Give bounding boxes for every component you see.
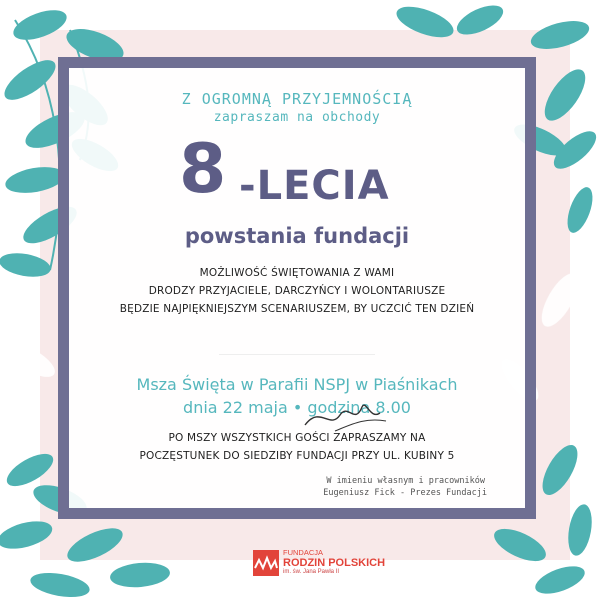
logo-line: FUNDACJA — [283, 548, 324, 557]
handwritten-signature — [300, 395, 390, 435]
signature-caption: W imieniu własnym i pracowników — [326, 476, 485, 486]
intro-line: Z OGROMNĄ PRZYJEMNOŚCIĄ — [181, 90, 413, 108]
date-time-line: dnia 22 maja • godzina 8.00 — [183, 398, 411, 417]
signature-name: Eugeniusz Fick - Prezes Fundacji — [323, 488, 487, 498]
anniversary-number: 8 — [179, 130, 227, 209]
divider — [219, 354, 375, 355]
anniversary-subtitle: powstania fundacji — [184, 224, 410, 248]
mass-line: Msza Święta w Parafii NSPJ w Piaśnikach — [136, 375, 458, 394]
message-line: DRODZY PRZYJACIELE, DARCZYŃCY I WOLONTARIUSZE — [148, 285, 446, 297]
logo-line: im. św. Jana Pawła II — [283, 569, 340, 575]
after-line: PO MSZY WSZYSTKICH GOŚCI ZAPRASZAMY NA — [168, 432, 426, 444]
anniversary-lecia: -LECIA — [239, 163, 390, 209]
logo-line: RODZIN POLSKICH — [283, 557, 386, 569]
message-line: BĘDZIE NAJPIĘKNIEJSZYM SCENARIUSZEM, BY UCZCIĆ TEN DZIEŃ — [119, 303, 475, 315]
invitation-card — [69, 68, 525, 508]
logo-text — [283, 548, 385, 575]
message-line: MOŻLIWOŚĆ ŚWIĘTOWANIA Z WAMI — [199, 267, 395, 279]
intro-subline: zapraszam na obchody — [213, 110, 381, 125]
logo-mark-icon — [253, 550, 279, 576]
after-line: POCZĘSTUNEK DO SIEDZIBY FUNDACJI PRZY UL. KUBINY 5 — [139, 450, 455, 462]
